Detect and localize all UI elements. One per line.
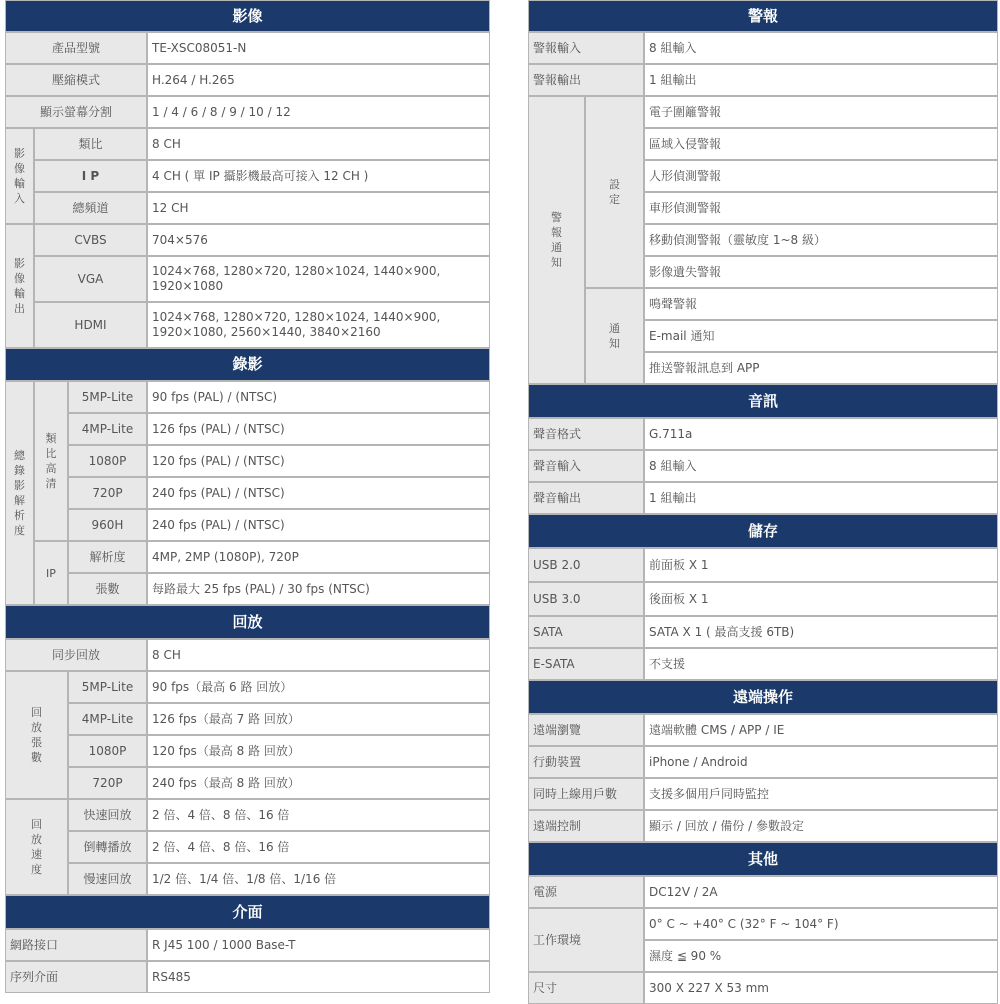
pb-720p-label: 720P bbox=[68, 767, 147, 799]
sata-label: SATA bbox=[528, 616, 644, 648]
playback-frames-group: 回 放 張 數 bbox=[5, 671, 68, 799]
alarm-notice-group: 通 知 bbox=[585, 288, 644, 384]
analog-label: 類比 bbox=[34, 128, 147, 160]
power-value: DC12V / 2A bbox=[644, 876, 998, 908]
right-spec-table bbox=[528, 0, 998, 1004]
pb-4mp-label: 4MP-Lite bbox=[68, 703, 147, 735]
usb2-value: 前面板 X 1 bbox=[644, 548, 998, 582]
mobile-device-label: 行動裝置 bbox=[528, 746, 644, 778]
sync-playback-label: 同步回放 bbox=[5, 639, 147, 671]
alarm-notice-email: E-mail 通知 bbox=[644, 320, 998, 352]
dimensions-value: 300 X 227 X 53 mm bbox=[644, 972, 998, 1004]
rec-ip-resolution-value: 4MP, 2MP (1080P), 720P bbox=[147, 541, 490, 573]
fast-playback-label: 快速回放 bbox=[68, 799, 147, 831]
rec-1080p-value: 120 fps (PAL) / (NTSC) bbox=[147, 445, 490, 477]
audio-output-value: 1 組輸出 bbox=[644, 482, 998, 514]
slow-playback-label: 慢速回放 bbox=[68, 863, 147, 895]
recording-resolution-group: 總 錄 影 解 析 度 bbox=[5, 381, 34, 605]
ip-value: 4 CH ( 單 IP 攝影機最高可接入 12 CH ) bbox=[147, 160, 490, 192]
usb2-label: USB 2.0 bbox=[528, 548, 644, 582]
environment-label: 工作環境 bbox=[528, 908, 644, 972]
alarm-setting-human: 人形偵測警報 bbox=[644, 160, 998, 192]
pb-720p-value: 240 fps（最高 8 路 回放） bbox=[147, 767, 490, 799]
serial-interface-label: 序列介面 bbox=[5, 961, 147, 993]
rec-4mp-value: 126 fps (PAL) / (NTSC) bbox=[147, 413, 490, 445]
alarm-notify-group: 警 報 通 知 bbox=[528, 96, 585, 384]
esata-value: 不支援 bbox=[644, 648, 998, 680]
model-label: 產品型號 bbox=[5, 32, 147, 64]
rec-5mp-value: 90 fps (PAL) / (NTSC) bbox=[147, 381, 490, 413]
hdmi-label: HDMI bbox=[34, 302, 147, 348]
cvbs-value: 704×576 bbox=[147, 224, 490, 256]
remote-preview-value: 遠端軟體 CMS / APP / IE bbox=[644, 714, 998, 746]
model-value: TE-XSC08051-N bbox=[147, 32, 490, 64]
alarm-header: 警報 bbox=[528, 0, 998, 32]
video-output-group: 影 像 輸 出 bbox=[5, 224, 34, 348]
reverse-playback-value: 2 倍、4 倍、8 倍、16 倍 bbox=[147, 831, 490, 863]
vga-label: VGA bbox=[34, 256, 147, 302]
serial-interface-value: RS485 bbox=[147, 961, 490, 993]
compression-label: 壓縮模式 bbox=[5, 64, 147, 96]
total-channels-label: 總頻道 bbox=[34, 192, 147, 224]
compression-value: H.264 / H.265 bbox=[147, 64, 490, 96]
rec-720p-label: 720P bbox=[68, 477, 147, 509]
remote-control-value: 顯示 / 回放 / 備份 / 參數設定 bbox=[644, 810, 998, 842]
storage-header: 儲存 bbox=[528, 514, 998, 548]
concurrent-users-label: 同時上線用戶數 bbox=[528, 778, 644, 810]
audio-output-label: 聲音輸出 bbox=[528, 482, 644, 514]
reverse-playback-label: 倒轉播放 bbox=[68, 831, 147, 863]
cvbs-label: CVBS bbox=[34, 224, 147, 256]
interface-header: 介面 bbox=[5, 895, 490, 929]
usb3-value: 後面板 X 1 bbox=[644, 582, 998, 616]
environment-humidity-value: 濕度 ≦ 90 % bbox=[644, 940, 998, 972]
alarm-notice-push: 推送警報訊息到 APP bbox=[644, 352, 998, 384]
rec-4mp-label: 4MP-Lite bbox=[68, 413, 147, 445]
video-input-group: 影 像 輸 入 bbox=[5, 128, 34, 224]
video-header: 影像 bbox=[5, 0, 490, 32]
analog-value: 8 CH bbox=[147, 128, 490, 160]
environment-temp-value: 0° C ~ +40° C (32° F ~ 104° F) bbox=[644, 908, 998, 940]
rec-5mp-label: 5MP-Lite bbox=[68, 381, 147, 413]
pb-1080p-value: 120 fps（最高 8 路 回放） bbox=[147, 735, 490, 767]
left-spec-table bbox=[5, 0, 490, 993]
other-header: 其他 bbox=[528, 842, 998, 876]
alarm-setting-vehicle: 車形偵測警報 bbox=[644, 192, 998, 224]
pb-1080p-label: 1080P bbox=[68, 735, 147, 767]
audio-format-value: G.711a bbox=[644, 418, 998, 450]
usb3-label: USB 3.0 bbox=[528, 582, 644, 616]
rec-ip-frames-value: 每路最大 25 fps (PAL) / 30 fps (NTSC) bbox=[147, 573, 490, 605]
alarm-setting-videoloss: 影像遺失警報 bbox=[644, 256, 998, 288]
alarm-setting-fence: 電子圍籬警報 bbox=[644, 96, 998, 128]
network-port-value: R J45 100 / 1000 Base-T bbox=[147, 929, 490, 961]
rec-960h-value: 240 fps (PAL) / (NTSC) bbox=[147, 509, 490, 541]
sata-value: SATA X 1 ( 最高支援 6TB) bbox=[644, 616, 998, 648]
rec-960h-label: 960H bbox=[68, 509, 147, 541]
playback-speed-group: 回 放 速 度 bbox=[5, 799, 68, 895]
audio-input-label: 聲音輸入 bbox=[528, 450, 644, 482]
total-channels-value: 12 CH bbox=[147, 192, 490, 224]
alarm-output-value: 1 組輸出 bbox=[644, 64, 998, 96]
alarm-notice-buzzer: 鳴聲警報 bbox=[644, 288, 998, 320]
pb-5mp-label: 5MP-Lite bbox=[68, 671, 147, 703]
rec-ip-group: IP bbox=[34, 541, 68, 605]
rec-1080p-label: 1080P bbox=[68, 445, 147, 477]
alarm-setting-motion: 移動偵測警報（靈敏度 1~8 級） bbox=[644, 224, 998, 256]
alarm-output-label: 警報輸出 bbox=[528, 64, 644, 96]
split-label: 顯示螢幕分割 bbox=[5, 96, 147, 128]
pb-5mp-value: 90 fps（最高 6 路 回放） bbox=[147, 671, 490, 703]
dimensions-label: 尺寸 bbox=[528, 972, 644, 1004]
audio-header: 音訊 bbox=[528, 384, 998, 418]
hdmi-value: 1024×768, 1280×720, 1280×1024, 1440×900, 1920×1080, 2560×1440, 3840×2160 bbox=[147, 302, 490, 348]
recording-header: 錄影 bbox=[5, 348, 490, 381]
concurrent-users-value: 支援多個用戶同時監控 bbox=[644, 778, 998, 810]
alarm-settings-group: 設 定 bbox=[585, 96, 644, 288]
pb-4mp-value: 126 fps（最高 7 路 回放） bbox=[147, 703, 490, 735]
split-value: 1 / 4 / 6 / 8 / 9 / 10 / 12 bbox=[147, 96, 490, 128]
rec-720p-value: 240 fps (PAL) / (NTSC) bbox=[147, 477, 490, 509]
playback-header: 回放 bbox=[5, 605, 490, 639]
network-port-label: 網路接口 bbox=[5, 929, 147, 961]
remote-preview-label: 遠端瀏覽 bbox=[528, 714, 644, 746]
rec-ip-frames-label: 張數 bbox=[68, 573, 147, 605]
alarm-input-value: 8 組輸入 bbox=[644, 32, 998, 64]
mobile-device-value: iPhone / Android bbox=[644, 746, 998, 778]
sync-playback-value: 8 CH bbox=[147, 639, 490, 671]
remote-header: 遠端操作 bbox=[528, 680, 998, 714]
ip-label: I P bbox=[34, 160, 147, 192]
vga-value: 1024×768, 1280×720, 1280×1024, 1440×900, 1920×1080 bbox=[147, 256, 490, 302]
analog-hd-group: 類 比 高 清 bbox=[34, 381, 68, 541]
power-label: 電源 bbox=[528, 876, 644, 908]
fast-playback-value: 2 倍、4 倍、8 倍、16 倍 bbox=[147, 799, 490, 831]
remote-control-label: 遠端控制 bbox=[528, 810, 644, 842]
audio-input-value: 8 組輸入 bbox=[644, 450, 998, 482]
esata-label: E-SATA bbox=[528, 648, 644, 680]
audio-format-label: 聲音格式 bbox=[528, 418, 644, 450]
rec-ip-resolution-label: 解析度 bbox=[68, 541, 147, 573]
alarm-input-label: 警報輸入 bbox=[528, 32, 644, 64]
alarm-setting-intrusion: 區域入侵警報 bbox=[644, 128, 998, 160]
slow-playback-value: 1/2 倍、1/4 倍、1/8 倍、1/16 倍 bbox=[147, 863, 490, 895]
